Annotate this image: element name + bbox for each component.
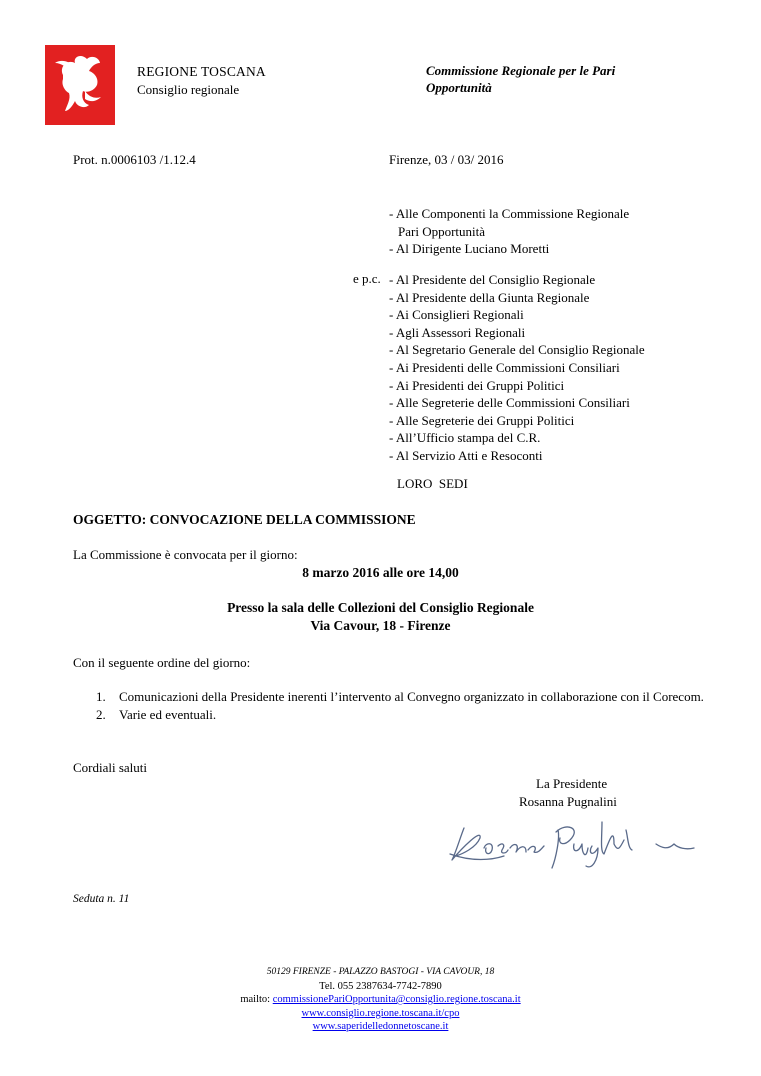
meeting-date: 8 marzo 2016 alle ore 14,00 (302, 565, 459, 580)
footer-address: 50129 FIRENZE - PALAZZO BASTOGI - VIA CAVOUR, 18 (266, 967, 495, 977)
signature-scribble-icon (442, 808, 702, 870)
recipients-list (389, 205, 629, 258)
cc-recipient-line: - Alle Segreterie delle Commissioni Consiliari (389, 395, 630, 411)
cc-recipient-line: - Al Segretario Generale del Consiglio Regionale (389, 342, 645, 358)
convocation-intro: La Commissione è convocata per il giorno: (73, 547, 298, 562)
agenda-item-text: Comunicazioni della Presidente inerenti l’intervento al Convegno organizzato in collaborazione con il Corecom. (119, 689, 704, 704)
cc-recipient-line: - Agli Assessori Regionali (389, 324, 526, 340)
loro-sedi: LORO SEDI (397, 476, 468, 491)
cc-recipient-line: - Ai Presidenti delle Commissioni Consiliari (389, 359, 620, 375)
footer-website-link[interactable]: www.consiglio.regione.toscana.it/cpo (301, 1007, 460, 1019)
agenda-list (96, 688, 726, 723)
cc-recipient-line: - Al Presidente della Giunta Regionale (389, 289, 590, 305)
cc-recipient-line: - Al Presidente del Consiglio Regionale (389, 272, 596, 287)
letter-date: Firenze, 03 / 03/ 2016 (389, 152, 504, 167)
protocol-number: Prot. n.0006103 /1.12.4 (73, 152, 196, 167)
footer-mail-line (0, 993, 761, 1007)
venue-line-1: Presso la sala delle Collezioni del Consiglio Regionale (227, 600, 534, 615)
recipient-line: - Al Dirigente Luciano Moretti (389, 241, 550, 257)
epc-label: e p.c. (353, 271, 381, 286)
footer-mail-link[interactable]: commissionePariOpportunita@consiglio.regione.toscana.it (272, 994, 521, 1005)
recipient-line: Pari Opportunità (398, 223, 486, 239)
handwritten-signature (442, 808, 702, 870)
signatory-title: La Presidente (536, 776, 608, 791)
cc-recipients-list (389, 271, 645, 465)
subject-line: OGGETTO: CONVOCAZIONE DELLA COMMISSIONE (73, 512, 416, 527)
cc-recipient-line: - All’Ufficio stampa del C.R. (389, 430, 541, 446)
commission-line-1: Commissione Regionale per le Pari (426, 63, 616, 78)
recipient-line: - Alle Componenti la Commissione Regionale (389, 206, 630, 221)
venue-line-2: Via Cavour, 18 - Firenze (310, 618, 451, 633)
agenda-intro: Con il seguente ordine del giorno: (73, 655, 251, 670)
signatory-name: Rosanna Pugnalini (519, 794, 617, 809)
commission-name (426, 62, 706, 96)
agenda-item (96, 688, 726, 706)
cc-recipient-line: - Ai Consiglieri Regionali (389, 307, 524, 323)
agenda-item (96, 706, 726, 724)
cc-recipient-line: - Ai Presidenti dei Gruppi Politici (389, 377, 565, 393)
agenda-item-text: Varie ed eventuali. (119, 706, 217, 722)
cc-recipient-line: - Al Servizio Atti e Resoconti (389, 447, 543, 463)
agenda-item-number: 1. (96, 689, 106, 704)
agenda-item-number: 2. (96, 706, 106, 722)
closing-greeting: Cordiali saluti (73, 760, 148, 775)
commission-line-2: Opportunità (426, 80, 492, 95)
organization-subtitle: Consiglio regionale (137, 82, 240, 97)
footer-mail-label: mailto: (240, 994, 271, 1005)
organization-name: REGIONE TOSCANA (137, 64, 266, 79)
pegasus-emblem-icon (45, 45, 115, 125)
footer (0, 966, 761, 1034)
footer-phone: Tel. 055 2387634-7742-7890 (319, 980, 442, 992)
cc-recipient-line: - Alle Segreterie dei Gruppi Politici (389, 412, 575, 428)
footer-website-link-2[interactable]: www.saperidelledonnetoscane.it (312, 1021, 449, 1032)
regione-toscana-logo (45, 45, 115, 125)
session-number: Seduta n. 11 (73, 893, 130, 905)
